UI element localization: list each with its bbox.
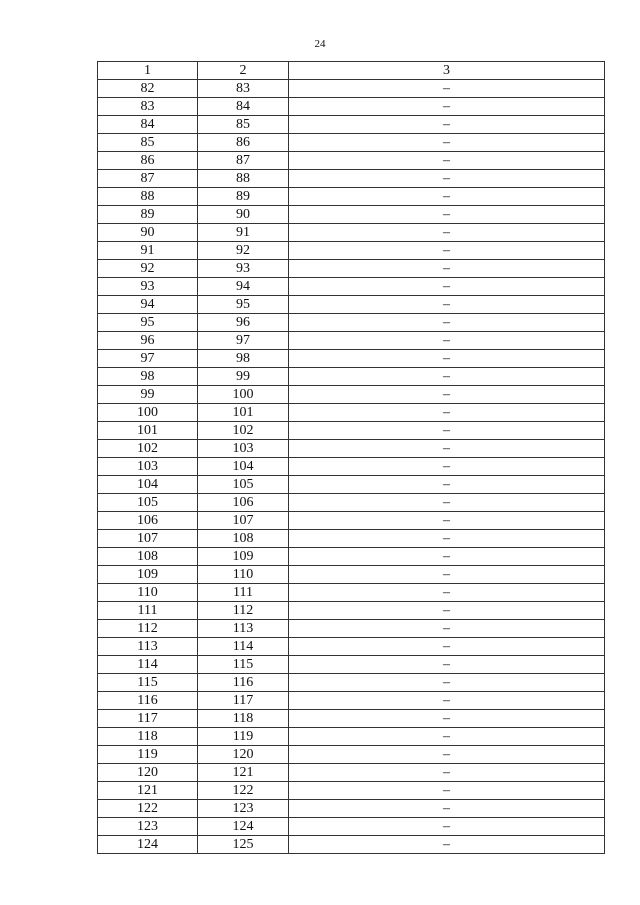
table-cell-col-1: 104 bbox=[98, 476, 198, 494]
table-row bbox=[98, 368, 605, 386]
table-cell-col-1: 121 bbox=[98, 782, 198, 800]
table-row bbox=[98, 332, 605, 350]
table-cell-col-3: – bbox=[289, 620, 605, 638]
table-row bbox=[98, 404, 605, 422]
table-cell-col-1: 102 bbox=[98, 440, 198, 458]
page-number: 24 bbox=[314, 38, 326, 50]
table-cell-col-1: 123 bbox=[98, 818, 198, 836]
table-cell-col-2: 83 bbox=[198, 80, 289, 98]
table-cell-col-2: 90 bbox=[198, 206, 289, 224]
table-row bbox=[98, 422, 605, 440]
table-row bbox=[98, 512, 605, 530]
table-cell-col-1: 82 bbox=[98, 80, 198, 98]
table-row bbox=[98, 620, 605, 638]
table-row bbox=[98, 242, 605, 260]
table-cell-col-3: – bbox=[289, 278, 605, 296]
table-row bbox=[98, 656, 605, 674]
table-cell-col-3: – bbox=[289, 368, 605, 386]
table-cell-col-2: 91 bbox=[198, 224, 289, 242]
table-row bbox=[98, 566, 605, 584]
table-cell-col-2: 109 bbox=[198, 548, 289, 566]
table-cell-col-3: – bbox=[289, 566, 605, 584]
table-cell-col-1: 116 bbox=[98, 692, 198, 710]
table-cell-col-1: 93 bbox=[98, 278, 198, 296]
table-cell-col-2: 110 bbox=[198, 566, 289, 584]
table-cell-col-1: 99 bbox=[98, 386, 198, 404]
table-cell-col-3: – bbox=[289, 152, 605, 170]
table-cell-col-3: – bbox=[289, 188, 605, 206]
table-cell-col-1: 109 bbox=[98, 566, 198, 584]
table-cell-col-1: 96 bbox=[98, 332, 198, 350]
table-row bbox=[98, 170, 605, 188]
table-cell-col-2: 86 bbox=[198, 134, 289, 152]
table-cell-col-2: 95 bbox=[198, 296, 289, 314]
table-cell-col-2: 93 bbox=[198, 260, 289, 278]
table-cell-col-2: 121 bbox=[198, 764, 289, 782]
table-cell-col-1: 117 bbox=[98, 710, 198, 728]
table-cell-col-2: 94 bbox=[198, 278, 289, 296]
table-row bbox=[98, 350, 605, 368]
table-cell-col-2: 112 bbox=[198, 602, 289, 620]
table-row bbox=[98, 224, 605, 242]
table-cell-col-3: – bbox=[289, 584, 605, 602]
table-cell-col-2: 113 bbox=[198, 620, 289, 638]
table-row bbox=[98, 98, 605, 116]
table-cell-col-2: 89 bbox=[198, 188, 289, 206]
table-row bbox=[98, 602, 605, 620]
table-cell-col-3: – bbox=[289, 350, 605, 368]
table-cell-col-2: 107 bbox=[198, 512, 289, 530]
table-row bbox=[98, 314, 605, 332]
table-cell-col-2: 84 bbox=[198, 98, 289, 116]
table-cell-col-1: 111 bbox=[98, 602, 198, 620]
table-cell-col-2: 108 bbox=[198, 530, 289, 548]
table-header-row bbox=[98, 62, 605, 80]
table-cell-col-1: 92 bbox=[98, 260, 198, 278]
table-cell-col-3: – bbox=[289, 386, 605, 404]
table-cell-col-2: 117 bbox=[198, 692, 289, 710]
table-cell-col-3: – bbox=[289, 818, 605, 836]
data-table bbox=[97, 61, 605, 854]
table-row bbox=[98, 116, 605, 134]
table-row bbox=[98, 584, 605, 602]
table-body bbox=[98, 80, 605, 854]
table-cell-col-3: – bbox=[289, 476, 605, 494]
table-cell-col-1: 115 bbox=[98, 674, 198, 692]
table-cell-col-1: 88 bbox=[98, 188, 198, 206]
table-cell-col-2: 111 bbox=[198, 584, 289, 602]
table-cell-col-2: 119 bbox=[198, 728, 289, 746]
table-cell-col-3: – bbox=[289, 674, 605, 692]
table-cell-col-2: 104 bbox=[198, 458, 289, 476]
column-header-1: 1 bbox=[98, 62, 198, 80]
table-cell-col-1: 101 bbox=[98, 422, 198, 440]
table-row bbox=[98, 260, 605, 278]
table-cell-col-1: 106 bbox=[98, 512, 198, 530]
table-cell-col-3: – bbox=[289, 692, 605, 710]
table-cell-col-3: – bbox=[289, 206, 605, 224]
table-row bbox=[98, 152, 605, 170]
column-header-2: 2 bbox=[198, 62, 289, 80]
table-cell-col-2: 106 bbox=[198, 494, 289, 512]
table-cell-col-3: – bbox=[289, 728, 605, 746]
table-cell-col-3: – bbox=[289, 530, 605, 548]
table-cell-col-3: – bbox=[289, 638, 605, 656]
table-cell-col-1: 105 bbox=[98, 494, 198, 512]
table-cell-col-1: 98 bbox=[98, 368, 198, 386]
table-row bbox=[98, 638, 605, 656]
table-cell-col-3: – bbox=[289, 764, 605, 782]
table-cell-col-3: – bbox=[289, 746, 605, 764]
table-row bbox=[98, 134, 605, 152]
table-cell-col-1: 91 bbox=[98, 242, 198, 260]
table-row bbox=[98, 836, 605, 854]
table-cell-col-1: 103 bbox=[98, 458, 198, 476]
table-cell-col-1: 112 bbox=[98, 620, 198, 638]
table-cell-col-1: 100 bbox=[98, 404, 198, 422]
table-row bbox=[98, 296, 605, 314]
table-cell-col-2: 85 bbox=[198, 116, 289, 134]
table-cell-col-1: 122 bbox=[98, 800, 198, 818]
table-cell-col-2: 97 bbox=[198, 332, 289, 350]
table-cell-col-3: – bbox=[289, 170, 605, 188]
table-row bbox=[98, 764, 605, 782]
table-row bbox=[98, 458, 605, 476]
table-cell-col-3: – bbox=[289, 422, 605, 440]
table-row bbox=[98, 818, 605, 836]
table-cell-col-1: 84 bbox=[98, 116, 198, 134]
table-cell-col-2: 120 bbox=[198, 746, 289, 764]
table-cell-col-3: – bbox=[289, 134, 605, 152]
table-row bbox=[98, 728, 605, 746]
table-row bbox=[98, 476, 605, 494]
table-cell-col-3: – bbox=[289, 602, 605, 620]
table-cell-col-2: 114 bbox=[198, 638, 289, 656]
table-row bbox=[98, 800, 605, 818]
table-cell-col-1: 83 bbox=[98, 98, 198, 116]
table-cell-col-2: 124 bbox=[198, 818, 289, 836]
table-cell-col-3: – bbox=[289, 98, 605, 116]
table-row bbox=[98, 548, 605, 566]
table-cell-col-2: 102 bbox=[198, 422, 289, 440]
column-header-3: 3 bbox=[289, 62, 605, 80]
table-cell-col-3: – bbox=[289, 296, 605, 314]
table-cell-col-1: 118 bbox=[98, 728, 198, 746]
table-cell-col-2: 92 bbox=[198, 242, 289, 260]
table-cell-col-2: 125 bbox=[198, 836, 289, 854]
table-cell-col-1: 113 bbox=[98, 638, 198, 656]
table-cell-col-1: 107 bbox=[98, 530, 198, 548]
table-row bbox=[98, 746, 605, 764]
table-row bbox=[98, 206, 605, 224]
table-cell-col-2: 116 bbox=[198, 674, 289, 692]
table-cell-col-2: 118 bbox=[198, 710, 289, 728]
table-cell-col-2: 99 bbox=[198, 368, 289, 386]
table-cell-col-3: – bbox=[289, 116, 605, 134]
table-cell-col-2: 115 bbox=[198, 656, 289, 674]
table-cell-col-3: – bbox=[289, 80, 605, 98]
table-cell-col-3: – bbox=[289, 836, 605, 854]
table-cell-col-1: 108 bbox=[98, 548, 198, 566]
table-row bbox=[98, 440, 605, 458]
table-cell-col-3: – bbox=[289, 800, 605, 818]
table-cell-col-3: – bbox=[289, 314, 605, 332]
table-cell-col-2: 103 bbox=[198, 440, 289, 458]
table-cell-col-1: 86 bbox=[98, 152, 198, 170]
table-cell-col-1: 94 bbox=[98, 296, 198, 314]
table-cell-col-1: 119 bbox=[98, 746, 198, 764]
table-cell-col-2: 123 bbox=[198, 800, 289, 818]
table-row bbox=[98, 530, 605, 548]
table-cell-col-3: – bbox=[289, 224, 605, 242]
table-cell-col-3: – bbox=[289, 440, 605, 458]
table-cell-col-1: 95 bbox=[98, 314, 198, 332]
table-cell-col-1: 97 bbox=[98, 350, 198, 368]
table-cell-col-1: 90 bbox=[98, 224, 198, 242]
table-row bbox=[98, 692, 605, 710]
table-cell-col-3: – bbox=[289, 512, 605, 530]
table-cell-col-2: 88 bbox=[198, 170, 289, 188]
table-row bbox=[98, 188, 605, 206]
table-cell-col-3: – bbox=[289, 260, 605, 278]
table-row bbox=[98, 278, 605, 296]
table-cell-col-1: 124 bbox=[98, 836, 198, 854]
table-cell-col-3: – bbox=[289, 404, 605, 422]
table-cell-col-2: 96 bbox=[198, 314, 289, 332]
table-row bbox=[98, 80, 605, 98]
table-cell-col-3: – bbox=[289, 782, 605, 800]
table-cell-col-3: – bbox=[289, 242, 605, 260]
table-row bbox=[98, 782, 605, 800]
table-cell-col-1: 87 bbox=[98, 170, 198, 188]
table-cell-col-1: 89 bbox=[98, 206, 198, 224]
table-row bbox=[98, 386, 605, 404]
table-cell-col-1: 110 bbox=[98, 584, 198, 602]
table-row bbox=[98, 674, 605, 692]
table-cell-col-3: – bbox=[289, 710, 605, 728]
table-cell-col-3: – bbox=[289, 548, 605, 566]
table-cell-col-3: – bbox=[289, 332, 605, 350]
table-cell-col-2: 122 bbox=[198, 782, 289, 800]
table-cell-col-2: 105 bbox=[198, 476, 289, 494]
table-cell-col-1: 114 bbox=[98, 656, 198, 674]
table-cell-col-1: 85 bbox=[98, 134, 198, 152]
table-cell-col-2: 100 bbox=[198, 386, 289, 404]
table-cell-col-2: 87 bbox=[198, 152, 289, 170]
table-cell-col-3: – bbox=[289, 656, 605, 674]
table-row bbox=[98, 710, 605, 728]
table-cell-col-2: 98 bbox=[198, 350, 289, 368]
table-cell-col-2: 101 bbox=[198, 404, 289, 422]
table-cell-col-3: – bbox=[289, 458, 605, 476]
table-cell-col-3: – bbox=[289, 494, 605, 512]
table-cell-col-1: 120 bbox=[98, 764, 198, 782]
table-row bbox=[98, 494, 605, 512]
